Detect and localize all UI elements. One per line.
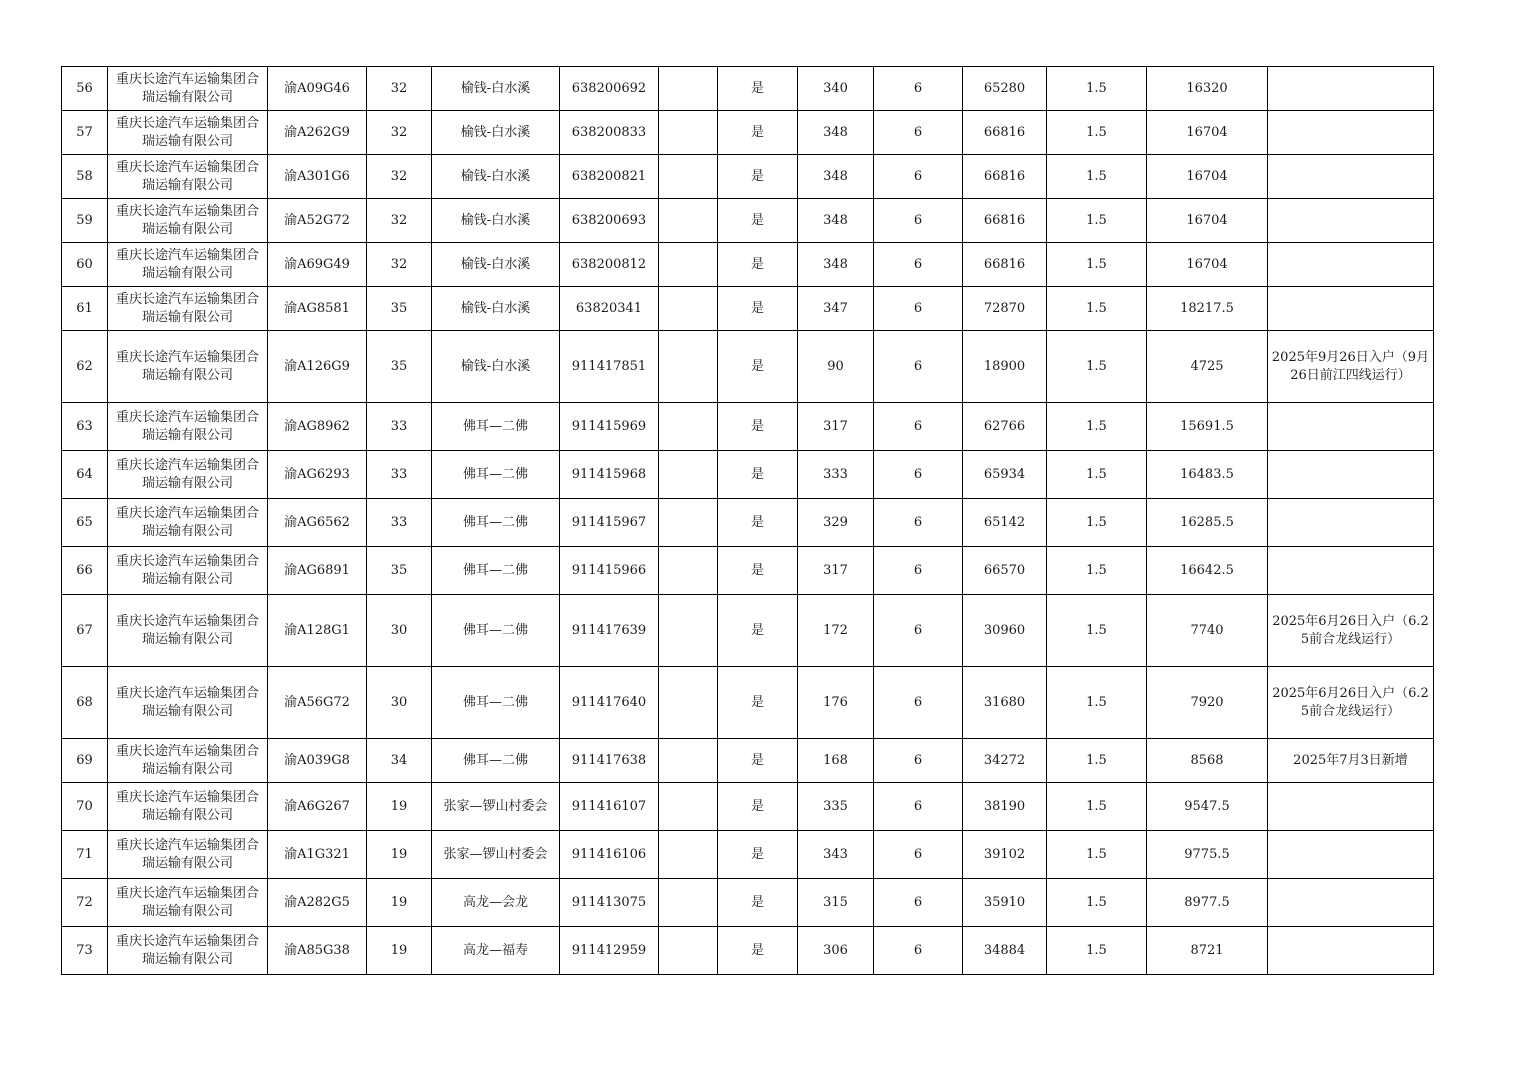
rate-cell: 1.5: [1047, 199, 1147, 243]
route-name-cell: 榆钱-白水溪: [432, 111, 560, 155]
route-name-cell: 张家—锣山村委会: [432, 831, 560, 879]
row-number-cell: 60: [62, 243, 108, 287]
amount-cell: 4725: [1147, 331, 1268, 403]
blank-cell-cell: [659, 783, 718, 831]
remark-cell: [1268, 403, 1434, 451]
vehicle-code-cell: 911417640: [560, 667, 659, 739]
operating-days-cell: 168: [798, 739, 874, 783]
subtotal-cell: 66816: [963, 199, 1047, 243]
remark-cell: [1268, 111, 1434, 155]
blank-cell-cell: [659, 667, 718, 739]
amount-cell: 16285.5: [1147, 499, 1268, 547]
eligible-flag-cell: 是: [718, 831, 798, 879]
subtotal-cell: 34272: [963, 739, 1047, 783]
operating-days-cell: 90: [798, 331, 874, 403]
eligible-flag-cell: 是: [718, 451, 798, 499]
blank-cell-cell: [659, 879, 718, 927]
distance-km-cell: 6: [874, 927, 963, 975]
table-row: [62, 927, 1434, 975]
route-name-cell: 榆钱-白水溪: [432, 287, 560, 331]
rate-cell: 1.5: [1047, 831, 1147, 879]
operating-days-cell: 348: [798, 111, 874, 155]
operating-days-cell: 335: [798, 783, 874, 831]
remark-cell: [1268, 243, 1434, 287]
subtotal-cell: 72870: [963, 287, 1047, 331]
eligible-flag-cell: 是: [718, 67, 798, 111]
rate-cell: 1.5: [1047, 331, 1147, 403]
blank-cell-cell: [659, 451, 718, 499]
subtotal-cell: 35910: [963, 879, 1047, 927]
plate-number-cell: 渝A69G49: [268, 243, 367, 287]
eligible-flag-cell: 是: [718, 499, 798, 547]
company-name-cell: 重庆长途汽车运输集团合瑞运输有限公司: [108, 783, 268, 831]
plate-number-cell: 渝A09G46: [268, 67, 367, 111]
operating-days-cell: 347: [798, 287, 874, 331]
operating-days-cell: 176: [798, 667, 874, 739]
table-row: [62, 667, 1434, 739]
rate-cell: 1.5: [1047, 547, 1147, 595]
subtotal-cell: 66816: [963, 243, 1047, 287]
remark-cell: 2025年7月3日新增: [1268, 739, 1434, 783]
plate-number-cell: 渝A85G38: [268, 927, 367, 975]
route-name-cell: 佛耳—二佛: [432, 499, 560, 547]
route-name-cell: 高龙—福寿: [432, 927, 560, 975]
row-number-cell: 72: [62, 879, 108, 927]
table-row: [62, 547, 1434, 595]
distance-km-cell: 6: [874, 155, 963, 199]
subtotal-cell: 30960: [963, 595, 1047, 667]
rate-cell: 1.5: [1047, 927, 1147, 975]
blank-cell-cell: [659, 547, 718, 595]
rate-cell: 1.5: [1047, 667, 1147, 739]
seat-count-cell: 32: [367, 243, 432, 287]
vehicle-code-cell: 638200833: [560, 111, 659, 155]
blank-cell-cell: [659, 199, 718, 243]
route-name-cell: 佛耳—二佛: [432, 451, 560, 499]
subtotal-cell: 38190: [963, 783, 1047, 831]
rate-cell: 1.5: [1047, 111, 1147, 155]
distance-km-cell: 6: [874, 287, 963, 331]
seat-count-cell: 32: [367, 155, 432, 199]
subtotal-cell: 18900: [963, 331, 1047, 403]
plate-number-cell: 渝A039G8: [268, 739, 367, 783]
eligible-flag-cell: 是: [718, 287, 798, 331]
rate-cell: 1.5: [1047, 67, 1147, 111]
rate-cell: 1.5: [1047, 783, 1147, 831]
remark-cell: 2025年6月26日入户（6.25前合龙线运行）: [1268, 595, 1434, 667]
company-name-cell: 重庆长途汽车运输集团合瑞运输有限公司: [108, 831, 268, 879]
distance-km-cell: 6: [874, 595, 963, 667]
remark-cell: [1268, 927, 1434, 975]
eligible-flag-cell: 是: [718, 547, 798, 595]
eligible-flag-cell: 是: [718, 199, 798, 243]
company-name-cell: 重庆长途汽车运输集团合瑞运输有限公司: [108, 879, 268, 927]
route-name-cell: 佛耳—二佛: [432, 403, 560, 451]
rate-cell: 1.5: [1047, 595, 1147, 667]
distance-km-cell: 6: [874, 783, 963, 831]
amount-cell: 16320: [1147, 67, 1268, 111]
eligible-flag-cell: 是: [718, 879, 798, 927]
eligible-flag-cell: 是: [718, 243, 798, 287]
row-number-cell: 63: [62, 403, 108, 451]
subsidy-table: [61, 66, 1434, 975]
row-number-cell: 58: [62, 155, 108, 199]
vehicle-code-cell: 638200693: [560, 199, 659, 243]
route-name-cell: 榆钱-白水溪: [432, 243, 560, 287]
seat-count-cell: 19: [367, 927, 432, 975]
operating-days-cell: 340: [798, 67, 874, 111]
company-name-cell: 重庆长途汽车运输集团合瑞运输有限公司: [108, 199, 268, 243]
row-number-cell: 57: [62, 111, 108, 155]
row-number-cell: 59: [62, 199, 108, 243]
table-row: [62, 499, 1434, 547]
row-number-cell: 71: [62, 831, 108, 879]
blank-cell-cell: [659, 831, 718, 879]
seat-count-cell: 35: [367, 287, 432, 331]
eligible-flag-cell: 是: [718, 155, 798, 199]
rate-cell: 1.5: [1047, 879, 1147, 927]
plate-number-cell: 渝A56G72: [268, 667, 367, 739]
subtotal-cell: 66816: [963, 111, 1047, 155]
blank-cell-cell: [659, 403, 718, 451]
seat-count-cell: 35: [367, 331, 432, 403]
company-name-cell: 重庆长途汽车运输集团合瑞运输有限公司: [108, 67, 268, 111]
table-row: [62, 739, 1434, 783]
rate-cell: 1.5: [1047, 739, 1147, 783]
amount-cell: 8721: [1147, 927, 1268, 975]
table-row: [62, 287, 1434, 331]
company-name-cell: 重庆长途汽车运输集团合瑞运输有限公司: [108, 499, 268, 547]
distance-km-cell: 6: [874, 667, 963, 739]
vehicle-code-cell: 911417638: [560, 739, 659, 783]
vehicle-code-cell: 911415966: [560, 547, 659, 595]
eligible-flag-cell: 是: [718, 783, 798, 831]
vehicle-code-cell: 911415968: [560, 451, 659, 499]
distance-km-cell: 6: [874, 403, 963, 451]
seat-count-cell: 32: [367, 111, 432, 155]
remark-cell: [1268, 783, 1434, 831]
vehicle-code-cell: 911416107: [560, 783, 659, 831]
plate-number-cell: 渝AG8962: [268, 403, 367, 451]
blank-cell-cell: [659, 331, 718, 403]
plate-number-cell: 渝A262G9: [268, 111, 367, 155]
remark-cell: [1268, 499, 1434, 547]
plate-number-cell: 渝A52G72: [268, 199, 367, 243]
distance-km-cell: 6: [874, 111, 963, 155]
operating-days-cell: 306: [798, 927, 874, 975]
seat-count-cell: 32: [367, 199, 432, 243]
subtotal-cell: 34884: [963, 927, 1047, 975]
vehicle-code-cell: 911416106: [560, 831, 659, 879]
row-number-cell: 64: [62, 451, 108, 499]
blank-cell-cell: [659, 67, 718, 111]
plate-number-cell: 渝A126G9: [268, 331, 367, 403]
route-name-cell: 张家—锣山村委会: [432, 783, 560, 831]
distance-km-cell: 6: [874, 831, 963, 879]
operating-days-cell: 317: [798, 403, 874, 451]
row-number-cell: 68: [62, 667, 108, 739]
amount-cell: 16642.5: [1147, 547, 1268, 595]
subtotal-cell: 65142: [963, 499, 1047, 547]
operating-days-cell: 348: [798, 243, 874, 287]
distance-km-cell: 6: [874, 199, 963, 243]
remark-cell: 2025年9月26日入户（9月26日前江四线运行）: [1268, 331, 1434, 403]
eligible-flag-cell: 是: [718, 403, 798, 451]
operating-days-cell: 333: [798, 451, 874, 499]
vehicle-code-cell: 638200692: [560, 67, 659, 111]
remark-cell: [1268, 67, 1434, 111]
subtotal-cell: 65280: [963, 67, 1047, 111]
plate-number-cell: 渝AG6293: [268, 451, 367, 499]
vehicle-code-cell: 911417639: [560, 595, 659, 667]
row-number-cell: 70: [62, 783, 108, 831]
table-row: [62, 111, 1434, 155]
blank-cell-cell: [659, 927, 718, 975]
plate-number-cell: 渝AG6562: [268, 499, 367, 547]
blank-cell-cell: [659, 155, 718, 199]
company-name-cell: 重庆长途汽车运输集团合瑞运输有限公司: [108, 331, 268, 403]
operating-days-cell: 317: [798, 547, 874, 595]
rate-cell: 1.5: [1047, 499, 1147, 547]
vehicle-code-cell: 638200812: [560, 243, 659, 287]
company-name-cell: 重庆长途汽车运输集团合瑞运输有限公司: [108, 287, 268, 331]
plate-number-cell: 渝A128G1: [268, 595, 367, 667]
row-number-cell: 69: [62, 739, 108, 783]
table-row: [62, 783, 1434, 831]
vehicle-code-cell: 911412959: [560, 927, 659, 975]
operating-days-cell: 315: [798, 879, 874, 927]
company-name-cell: 重庆长途汽车运输集团合瑞运输有限公司: [108, 667, 268, 739]
distance-km-cell: 6: [874, 331, 963, 403]
amount-cell: 7740: [1147, 595, 1268, 667]
seat-count-cell: 32: [367, 67, 432, 111]
route-name-cell: 高龙—会龙: [432, 879, 560, 927]
row-number-cell: 62: [62, 331, 108, 403]
table-row: [62, 879, 1434, 927]
row-number-cell: 61: [62, 287, 108, 331]
company-name-cell: 重庆长途汽车运输集团合瑞运输有限公司: [108, 155, 268, 199]
eligible-flag-cell: 是: [718, 595, 798, 667]
subtotal-cell: 31680: [963, 667, 1047, 739]
vehicle-code-cell: 911415967: [560, 499, 659, 547]
route-name-cell: 榆钱-白水溪: [432, 331, 560, 403]
route-name-cell: 榆钱-白水溪: [432, 155, 560, 199]
operating-days-cell: 348: [798, 155, 874, 199]
remark-cell: [1268, 879, 1434, 927]
subtotal-cell: 66570: [963, 547, 1047, 595]
table-row: [62, 595, 1434, 667]
eligible-flag-cell: 是: [718, 111, 798, 155]
seat-count-cell: 19: [367, 879, 432, 927]
plate-number-cell: 渝A1G321: [268, 831, 367, 879]
table-row: [62, 831, 1434, 879]
distance-km-cell: 6: [874, 547, 963, 595]
vehicle-code-cell: 911413075: [560, 879, 659, 927]
eligible-flag-cell: 是: [718, 739, 798, 783]
blank-cell-cell: [659, 287, 718, 331]
company-name-cell: 重庆长途汽车运输集团合瑞运输有限公司: [108, 403, 268, 451]
remark-cell: [1268, 831, 1434, 879]
seat-count-cell: 34: [367, 739, 432, 783]
eligible-flag-cell: 是: [718, 331, 798, 403]
amount-cell: 8568: [1147, 739, 1268, 783]
seat-count-cell: 30: [367, 667, 432, 739]
vehicle-code-cell: 638200821: [560, 155, 659, 199]
amount-cell: 16483.5: [1147, 451, 1268, 499]
remark-cell: [1268, 547, 1434, 595]
vehicle-code-cell: 911417851: [560, 331, 659, 403]
remark-cell: [1268, 287, 1434, 331]
route-name-cell: 榆钱-白水溪: [432, 67, 560, 111]
company-name-cell: 重庆长途汽车运输集团合瑞运输有限公司: [108, 547, 268, 595]
table-row: [62, 403, 1434, 451]
operating-days-cell: 343: [798, 831, 874, 879]
table-row: [62, 67, 1434, 111]
amount-cell: 16704: [1147, 111, 1268, 155]
subtotal-cell: 66816: [963, 155, 1047, 199]
amount-cell: 7920: [1147, 667, 1268, 739]
operating-days-cell: 348: [798, 199, 874, 243]
plate-number-cell: 渝A301G6: [268, 155, 367, 199]
seat-count-cell: 35: [367, 547, 432, 595]
plate-number-cell: 渝AG6891: [268, 547, 367, 595]
rate-cell: 1.5: [1047, 287, 1147, 331]
blank-cell-cell: [659, 595, 718, 667]
plate-number-cell: 渝A6G267: [268, 783, 367, 831]
seat-count-cell: 30: [367, 595, 432, 667]
seat-count-cell: 33: [367, 451, 432, 499]
company-name-cell: 重庆长途汽车运输集团合瑞运输有限公司: [108, 927, 268, 975]
vehicle-code-cell: 63820341: [560, 287, 659, 331]
blank-cell-cell: [659, 499, 718, 547]
remark-cell: [1268, 199, 1434, 243]
company-name-cell: 重庆长途汽车运输集团合瑞运输有限公司: [108, 595, 268, 667]
blank-cell-cell: [659, 739, 718, 783]
remark-cell: 2025年6月26日入户（6.25前合龙线运行）: [1268, 667, 1434, 739]
operating-days-cell: 329: [798, 499, 874, 547]
plate-number-cell: 渝AG8581: [268, 287, 367, 331]
distance-km-cell: 6: [874, 879, 963, 927]
remark-cell: [1268, 155, 1434, 199]
table-row: [62, 199, 1434, 243]
amount-cell: 15691.5: [1147, 403, 1268, 451]
table-row: [62, 243, 1434, 287]
seat-count-cell: 33: [367, 499, 432, 547]
company-name-cell: 重庆长途汽车运输集团合瑞运输有限公司: [108, 243, 268, 287]
operating-days-cell: 172: [798, 595, 874, 667]
subtotal-cell: 39102: [963, 831, 1047, 879]
row-number-cell: 56: [62, 67, 108, 111]
amount-cell: 18217.5: [1147, 287, 1268, 331]
blank-cell-cell: [659, 243, 718, 287]
amount-cell: 16704: [1147, 155, 1268, 199]
route-name-cell: 佛耳—二佛: [432, 547, 560, 595]
row-number-cell: 65: [62, 499, 108, 547]
route-name-cell: 佛耳—二佛: [432, 667, 560, 739]
table-body: [62, 67, 1434, 975]
route-name-cell: 佛耳—二佛: [432, 739, 560, 783]
eligible-flag-cell: 是: [718, 667, 798, 739]
amount-cell: 16704: [1147, 199, 1268, 243]
amount-cell: 16704: [1147, 243, 1268, 287]
distance-km-cell: 6: [874, 243, 963, 287]
distance-km-cell: 6: [874, 451, 963, 499]
subtotal-cell: 62766: [963, 403, 1047, 451]
company-name-cell: 重庆长途汽车运输集团合瑞运输有限公司: [108, 451, 268, 499]
table-row: [62, 451, 1434, 499]
table-row: [62, 331, 1434, 403]
route-name-cell: 佛耳—二佛: [432, 595, 560, 667]
amount-cell: 9547.5: [1147, 783, 1268, 831]
seat-count-cell: 19: [367, 783, 432, 831]
distance-km-cell: 6: [874, 739, 963, 783]
rate-cell: 1.5: [1047, 243, 1147, 287]
blank-cell-cell: [659, 111, 718, 155]
company-name-cell: 重庆长途汽车运输集团合瑞运输有限公司: [108, 111, 268, 155]
eligible-flag-cell: 是: [718, 927, 798, 975]
company-name-cell: 重庆长途汽车运输集团合瑞运输有限公司: [108, 739, 268, 783]
subtotal-cell: 65934: [963, 451, 1047, 499]
row-number-cell: 66: [62, 547, 108, 595]
seat-count-cell: 19: [367, 831, 432, 879]
rate-cell: 1.5: [1047, 451, 1147, 499]
vehicle-code-cell: 911415969: [560, 403, 659, 451]
amount-cell: 9775.5: [1147, 831, 1268, 879]
remark-cell: [1268, 451, 1434, 499]
route-name-cell: 榆钱-白水溪: [432, 199, 560, 243]
amount-cell: 8977.5: [1147, 879, 1268, 927]
table-row: [62, 155, 1434, 199]
row-number-cell: 73: [62, 927, 108, 975]
distance-km-cell: 6: [874, 499, 963, 547]
rate-cell: 1.5: [1047, 155, 1147, 199]
distance-km-cell: 6: [874, 67, 963, 111]
row-number-cell: 67: [62, 595, 108, 667]
rate-cell: 1.5: [1047, 403, 1147, 451]
plate-number-cell: 渝A282G5: [268, 879, 367, 927]
seat-count-cell: 33: [367, 403, 432, 451]
